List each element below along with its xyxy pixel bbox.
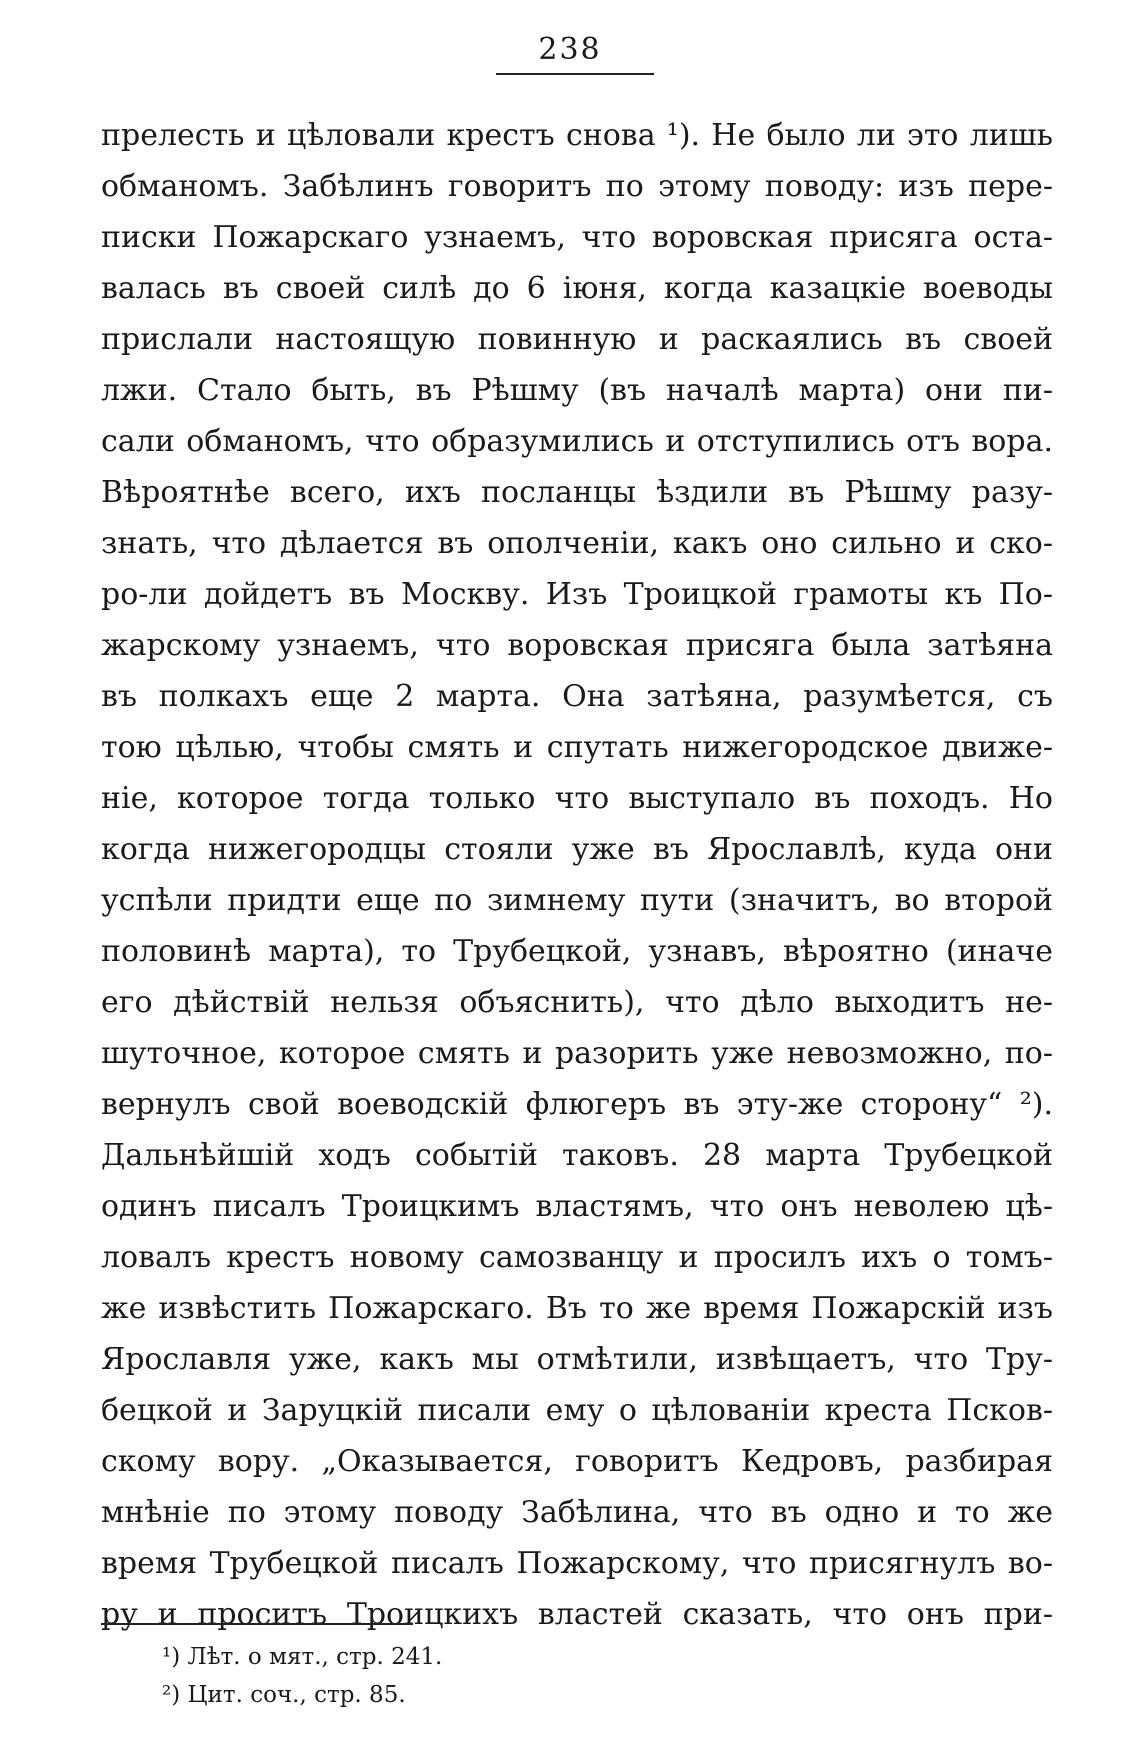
text-line: лжи. Стало быть, въ Рѣшму (въ началѣ марта) они пи-	[101, 373, 1053, 408]
text-line: половинѣ марта), то Трубецкой, узнавъ, вѣроятно (иначе	[101, 934, 1053, 969]
text-line: тою цѣлью, чтобы смять и спутать нижегородское движе-	[101, 730, 1053, 765]
text-line: Ярославля уже, какъ мы отмѣтили, извѣщаетъ, что Тру-	[101, 1342, 1053, 1377]
text-line: Дальнѣйшій ходъ событій таковъ. 28 марта Трубецкой	[101, 1138, 1053, 1173]
footnotes	[162, 1638, 862, 1714]
text-line: одинъ писалъ Троицкимъ властямъ, что онъ неволею цѣ-	[101, 1189, 1053, 1224]
text-line: же извѣстить Пожарскаго. Въ то же время Пожарскій изъ	[101, 1291, 1053, 1326]
text-line: Вѣроятнѣе всего, ихъ посланцы ѣздили въ Рѣшму разу-	[101, 475, 1053, 510]
body-text	[101, 110, 1053, 1640]
text-line: въ полкахъ еще 2 марта. Она затѣяна, разумѣется, съ	[101, 679, 1053, 714]
text-line: прелесть и цѣловали крестъ снова ¹). Не было ли это лишь	[101, 118, 1053, 153]
text-line: валась въ своей силѣ до 6 іюня, когда казацкіе воеводы	[101, 271, 1053, 306]
text-line: сали обманомъ, что образумились и отступились отъ вора.	[101, 424, 1053, 459]
text-line: ловалъ крестъ новому самозванцу и просилъ ихъ о томъ-	[101, 1240, 1053, 1275]
text-line: знать, что дѣлается въ ополченіи, какъ оно сильно и ско-	[101, 526, 1053, 561]
footnote: ¹) Лѣт. о мят., стр. 241.	[162, 1644, 443, 1670]
text-line: успѣли придти еще по зимнему пути (значитъ, во второй	[101, 883, 1053, 918]
text-line: когда нижегородцы стояли уже въ Ярославлѣ, куда они	[101, 832, 1053, 867]
text-line: ру и проситъ Троицкихъ властей сказать, что онъ при-	[101, 1597, 1053, 1632]
footnote-rule	[101, 1623, 413, 1625]
page-number-rule	[496, 73, 654, 75]
page-number: 238	[538, 32, 602, 67]
text-line: прислали настоящую повинную и раскаялись въ своей	[101, 322, 1053, 357]
footnote: ²) Цит. соч., стр. 85.	[162, 1682, 406, 1708]
text-line: скому вору. „Оказывается, говоритъ Кедровъ, разбирая	[101, 1444, 1053, 1479]
text-line: вернулъ свой воеводскій флюгеръ въ эту-же сторону“ ²).	[101, 1087, 1053, 1122]
text-line: писки Пожарскаго узнаемъ, что воровская присяга оста-	[101, 220, 1053, 255]
text-line: обманомъ. Забѣлинъ говоритъ по этому поводу: изъ пере-	[101, 169, 1053, 204]
text-line: мнѣніе по этому поводу Забѣлина, что въ одно и то же	[101, 1495, 1053, 1530]
text-line: жарскому узнаемъ, что воровская присяга была затѣяна	[101, 628, 1053, 663]
text-line: ро-ли дойдетъ въ Москву. Изъ Троицкой грамоты къ По-	[101, 577, 1053, 612]
text-line: шуточное, которое смять и разорить уже невозможно, по-	[101, 1036, 1053, 1071]
text-line: бецкой и Заруцкій писали ему о цѣлованіи креста Псков-	[101, 1393, 1053, 1428]
text-line: время Трубецкой писалъ Пожарскому, что присягнулъ во-	[101, 1546, 1053, 1581]
text-line: ніе, которое тогда только что выступало въ походъ. Но	[101, 781, 1053, 816]
text-line: его дѣйствій нельзя объяснить), что дѣло выходитъ не-	[101, 985, 1053, 1020]
